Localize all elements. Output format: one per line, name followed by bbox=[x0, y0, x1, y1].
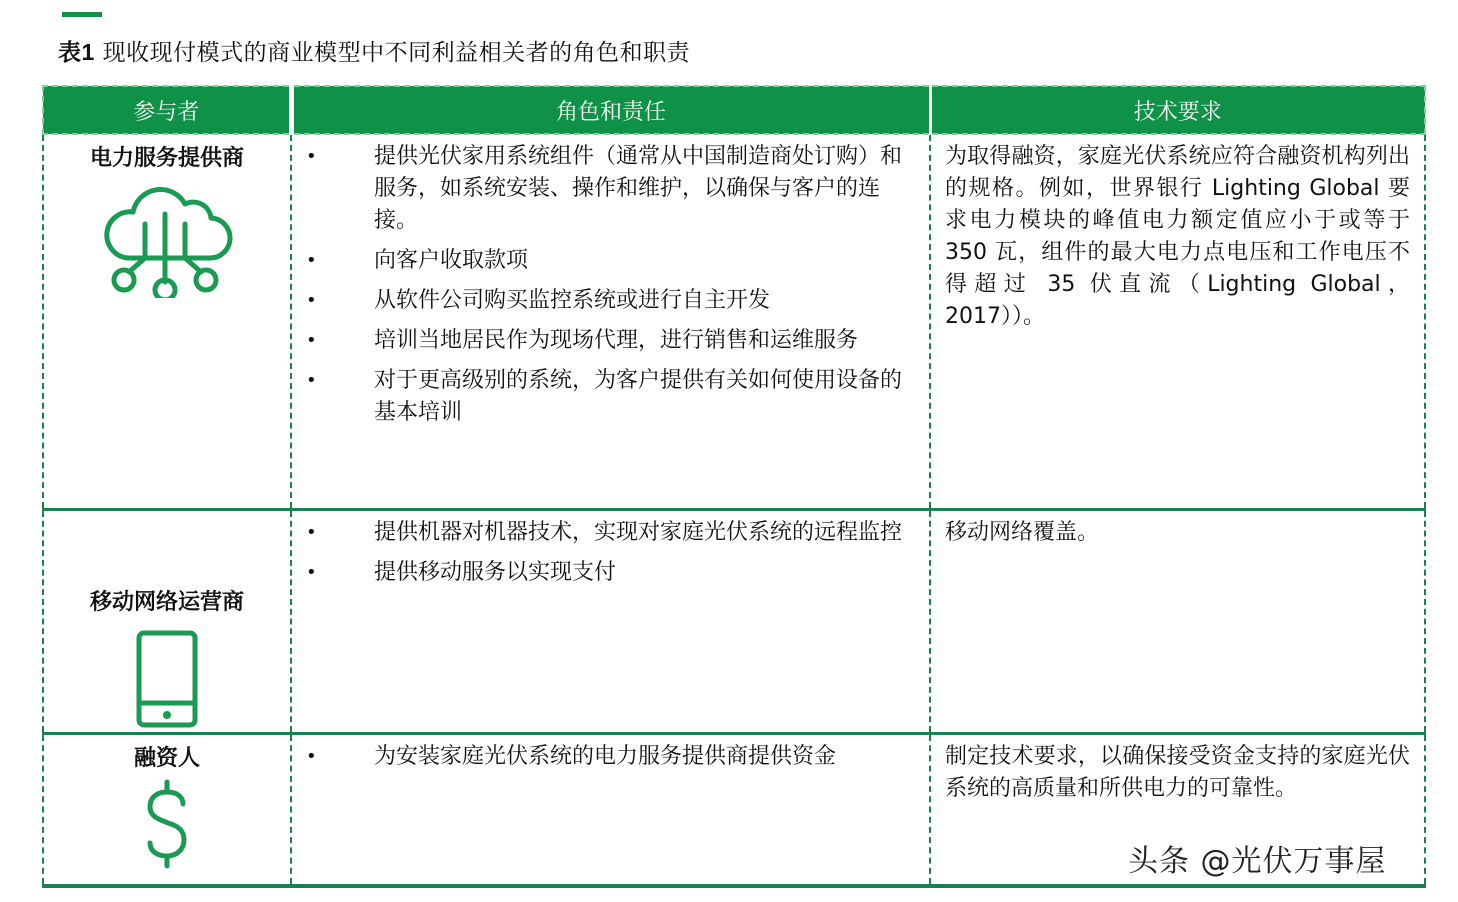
requirements-text: 为取得融资，家庭光伏系统应符合融资机构列出的规格。例如，世界银行 Lighting Global 要求电力模块的峰值电力额定值应小于或等于 350 瓦，组件的最大电力点电压和工作电压不得超过 35 伏直流（Lighting Global，2017））。 bbox=[945, 144, 1410, 329]
stakeholder-cell bbox=[43, 134, 291, 509]
list-item: • 培训当地居民作为现场代理，进行销售和运维服务 bbox=[292, 325, 929, 357]
stakeholder-table bbox=[42, 85, 1426, 888]
roles-list bbox=[292, 741, 929, 773]
header-row bbox=[43, 86, 1425, 134]
stakeholder-cell bbox=[43, 509, 291, 733]
cloud-network-icon bbox=[97, 186, 237, 298]
list-item: • 提供机器对机器技术，实现对家庭光伏系统的远程监控 bbox=[292, 517, 929, 549]
requirements-cell bbox=[930, 509, 1425, 733]
stakeholder-name: 融资人 bbox=[133, 745, 200, 771]
stakeholder-name: 移动网络运营商 bbox=[89, 589, 244, 615]
roles-list bbox=[292, 141, 929, 429]
stakeholder-name: 电力服务提供商 bbox=[89, 146, 244, 171]
smartphone-icon bbox=[135, 630, 199, 730]
watermark: 头条 @光伏万事屋 bbox=[1128, 844, 1387, 879]
list-item: • 为安装家庭光伏系统的电力服务提供商提供资金 bbox=[292, 741, 929, 773]
table-row bbox=[43, 509, 1425, 733]
title-prefix: 表 bbox=[58, 39, 82, 65]
stakeholder-cell bbox=[43, 733, 291, 886]
list-item: • 向客户收取款项 bbox=[292, 245, 929, 277]
roles-list bbox=[292, 517, 929, 589]
requirements-text: 制定技术要求，以确保接受资金支持的家庭光伏系统的高质量和所供电力的可靠性。 bbox=[945, 743, 1410, 801]
list-item: • 提供移动服务以实现支付 bbox=[292, 557, 929, 589]
dollar-icon bbox=[142, 778, 192, 870]
list-item: • 提供光伏家用系统组件（通常从中国制造商处订购）和服务，如系统安装、操作和维护，以确保与客户的连接。 bbox=[292, 141, 929, 237]
requirements-cell bbox=[930, 134, 1425, 509]
title-number: 1 bbox=[81, 39, 95, 65]
table-row bbox=[43, 134, 1425, 509]
requirements-text: 移动网络覆盖。 bbox=[945, 519, 1100, 545]
title-text: 现收现付模式的商业模型中不同利益相关者的角色和职责 bbox=[102, 40, 691, 66]
list-item: • 从软件公司购买监控系统或进行自主开发 bbox=[292, 285, 929, 317]
header-requirements: 技术要求 bbox=[930, 86, 1425, 134]
header-roles: 角色和责任 bbox=[291, 86, 930, 134]
header-stakeholder: 参与者 bbox=[43, 86, 291, 134]
list-item: • 对于更高级别的系统，为客户提供有关如何使用设备的基本培训 bbox=[292, 365, 929, 429]
roles-cell bbox=[291, 134, 930, 509]
accent-bar bbox=[62, 12, 102, 17]
table-title bbox=[58, 34, 690, 67]
roles-cell bbox=[291, 733, 930, 886]
roles-cell bbox=[291, 509, 930, 733]
